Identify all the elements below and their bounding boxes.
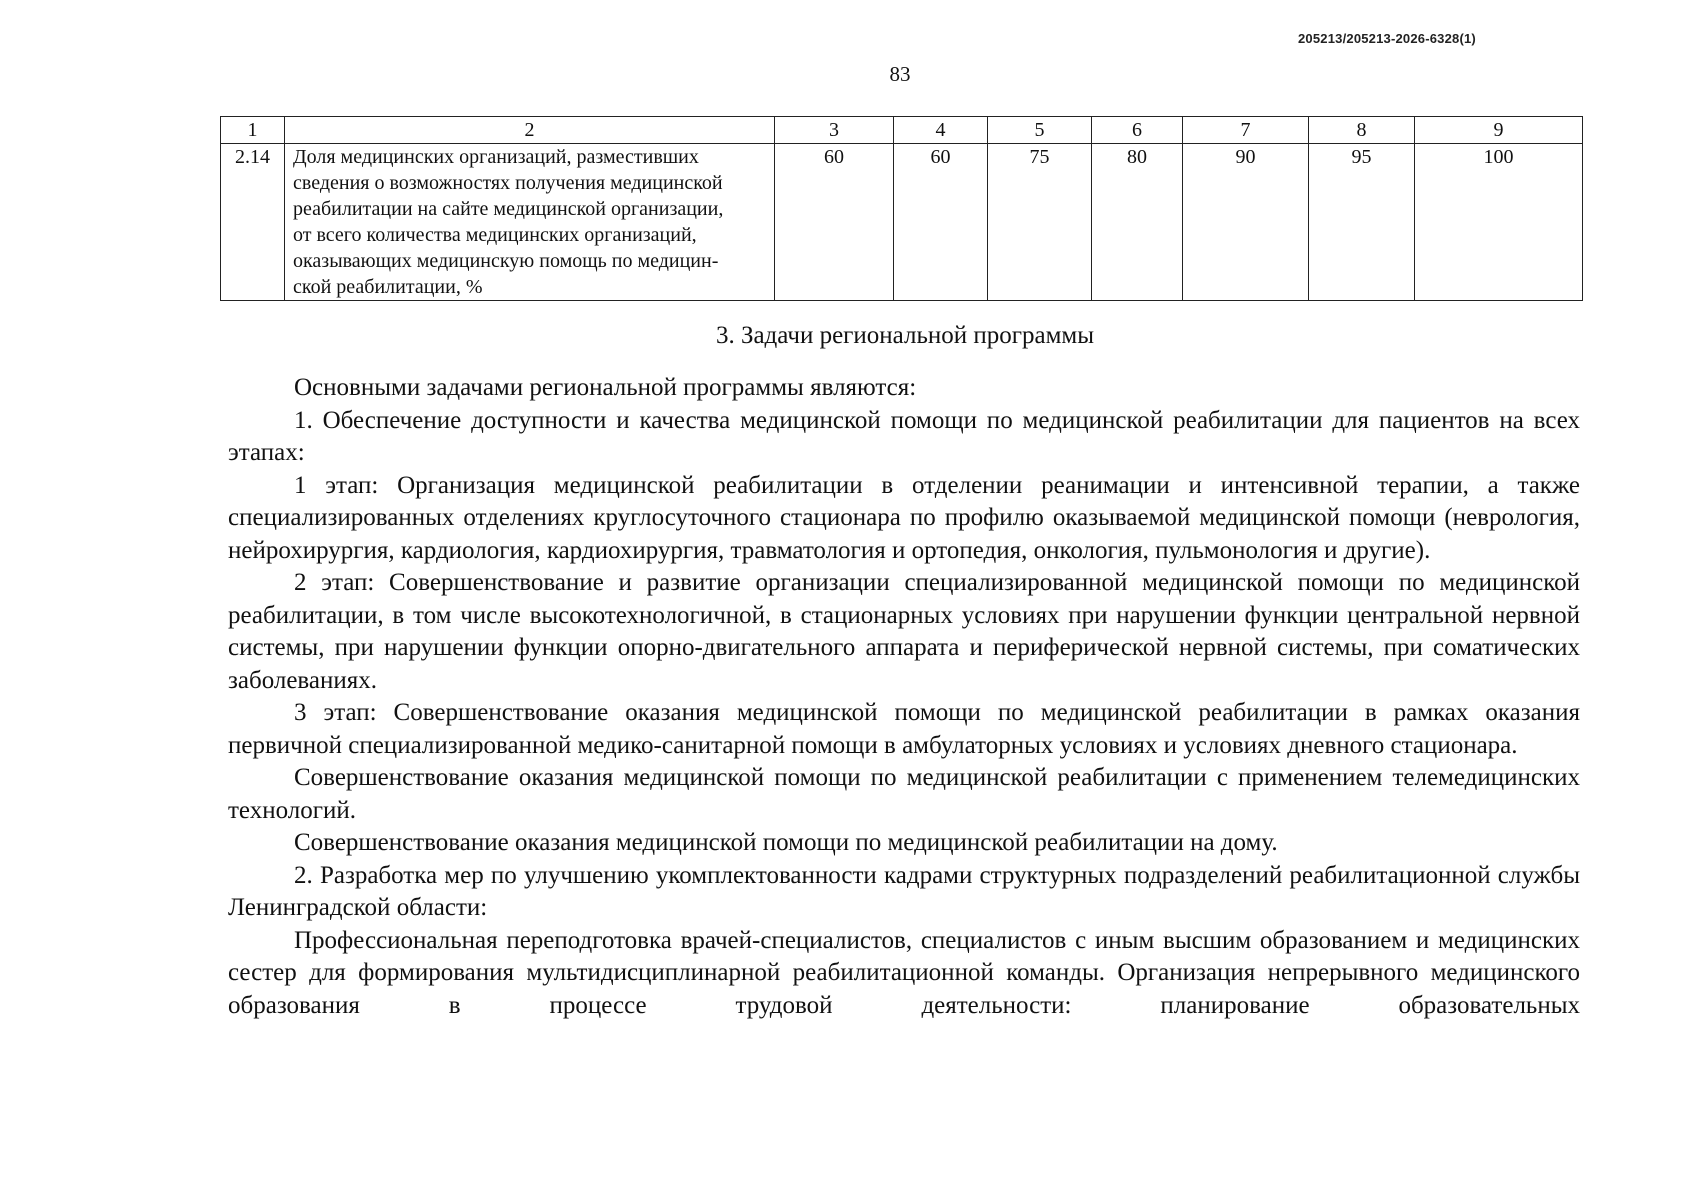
- paragraph-task-2: 2. Разработка мер по улучшению укомплектованности кадрами структурных подразделений реабилитационной службы Ленинградской области:: [228, 861, 1580, 921]
- value-cell: 100: [1415, 144, 1583, 301]
- paragraph-stage-2: 2 этап: Совершенствование и развитие организации специализированной медицинской помощи по медицинской реабилитации, в том числе высокотехнологичной, в стационарных условиях при нарушении функции центральной нервной системы, при нарушении функции опорно-двигательного аппарата и периферической нервной системы, при соматических заболеваниях.: [228, 569, 1580, 694]
- body-text: [228, 372, 1580, 1022]
- paragraph-intro: Основными задачами региональной программы являются:: [294, 374, 917, 401]
- table-row: [221, 144, 1583, 301]
- table-header-cell: 1: [221, 117, 285, 144]
- table-header-cell: 4: [894, 117, 988, 144]
- paragraph-home-care: Совершенствование оказания медицинской помощи по медицинской реабилитации на дому.: [294, 829, 1278, 856]
- description-line: реабилитации на сайте медицинской организации,: [293, 198, 724, 220]
- paragraph-telemedicine: Совершенствование оказания медицинской помощи по медицинской реабилитации с применением телемедицинских технологий.: [228, 764, 1580, 824]
- page-number: 83: [889, 62, 911, 86]
- table-header-cell: 7: [1183, 117, 1309, 144]
- table-header-cell: 9: [1415, 117, 1583, 144]
- paragraph-stage-3: 3 этап: Совершенствование оказания медицинской помощи по медицинской реабилитации в рамках оказания первичной специализированной медико-санитарной помощи в амбулаторных условиях и условиях дневного стационара.: [228, 699, 1580, 759]
- table-header-cell: 5: [988, 117, 1092, 144]
- description-line: сведения о возможностях получения медицинской: [293, 172, 723, 194]
- paragraph-training: Профессиональная переподготовка врачей-специалистов, специалистов с иным высшим образованием и медицинских сестер для формирования мультидисциплинарной реабилитационной команды. Организация непрерывного медицинского образования в процессе трудовой деятельности: планирование образовательных: [228, 926, 1580, 1019]
- description-line: от всего количества медицинских организаций,: [293, 224, 697, 246]
- paragraph-task-1: 1. Обеспечение доступности и качества медицинской помощи по медицинской реабилитации для пациентов на всех этапах:: [228, 406, 1580, 466]
- indicator-table: [220, 116, 1583, 301]
- row-index: 2.14: [221, 144, 285, 301]
- section-title: 3. Задачи региональной программы: [715, 322, 1095, 349]
- table-header-cell: 6: [1092, 117, 1183, 144]
- table-header-row: [221, 117, 1583, 144]
- indicator-description: [285, 144, 775, 301]
- table-header-cell: 3: [775, 117, 894, 144]
- value-cell: 60: [775, 144, 894, 301]
- value-cell: 90: [1183, 144, 1309, 301]
- value-cell: 60: [894, 144, 988, 301]
- table-header-cell: 8: [1309, 117, 1415, 144]
- description-line: Доля медицинских организаций, разместивших: [293, 146, 699, 168]
- description-line: оказывающих медицинскую помощь по медицин-: [293, 250, 719, 272]
- value-cell: 75: [988, 144, 1092, 301]
- value-cell: 80: [1092, 144, 1183, 301]
- value-cell: 95: [1309, 144, 1415, 301]
- table-header-cell: 2: [285, 117, 775, 144]
- description-line: ской реабилитации, %: [293, 276, 483, 298]
- paragraph-stage-1: 1 этап: Организация медицинской реабилитации в отделении реанимации и интенсивной терапии, а также специализированных отделениях круглосуточного стационара по профилю оказываемой медицинской помощи (неврология, нейрохирургия, кардиология, кардиохирургия, травматология и ортопедия, онкология, пульмонология и другие).: [228, 471, 1580, 564]
- document-id: 205213/205213-2026-6328(1): [1298, 31, 1476, 46]
